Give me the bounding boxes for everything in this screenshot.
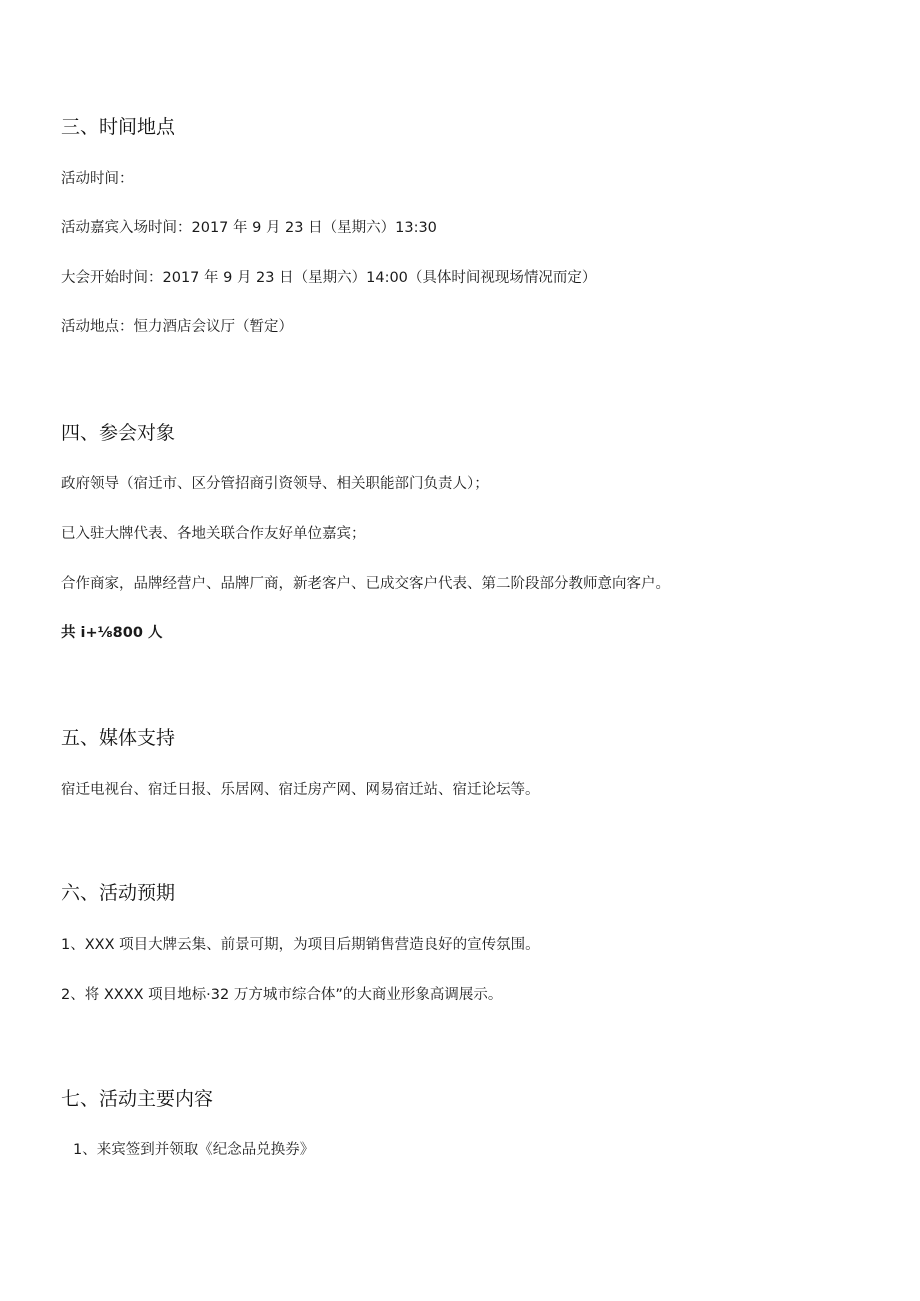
section-heading-media: 五、媒体支持 [61,727,176,749]
main-content-item-1: 1、来宾签到并领取《纪念品兑换券》 [73,1142,315,1158]
activity-location: 活动地点：恒力酒店会议厅（暂定） [61,319,293,335]
expectation-item-1: 1、XXX 项目大牌云集、前景可期，为项目后期销售营造良好的宣传氛围。 [61,937,540,953]
section-heading-main-content: 七、活动主要内容 [61,1088,214,1110]
media-list: 宿迁电视台、宿迁日报、乐居网、宿迁房产网、网易宿迁站、宿迁论坛等。 [61,782,540,798]
section-heading-expectations: 六、活动预期 [61,882,176,904]
attendee-total: 共 i+⅛800 人 [61,625,163,641]
attendee-government: 政府领导（宿迁市、区分管招商引资领导、相关职能部门负责人）； [61,476,489,492]
section-heading-attendees: 四、参会对象 [61,422,176,444]
attendee-merchants: 合作商家，品牌经营户、品牌厂商，新老客户、已成交客户代表、第二阶段部分教师意向客户。 [61,576,670,592]
attendee-brands: 已入驻大牌代表、各地关联合作友好单位嘉宾； [61,526,366,542]
section-heading-time-location: 三、时间地点 [61,116,176,138]
expectation-item-2: 2、将 XXXX 项目地标·32 万方城市综合体”的大商业形象高调展示。 [61,987,503,1003]
guest-entry-time: 活动嘉宾入场时间：2017 年 9 月 23 日（星期六）13:30 [61,220,437,236]
activity-time-label: 活动时间： [61,171,134,187]
conference-start-time: 大会开始时间：2017 年 9 月 23 日（星期六）14:00（具体时间视现场情况而定） [61,270,597,286]
